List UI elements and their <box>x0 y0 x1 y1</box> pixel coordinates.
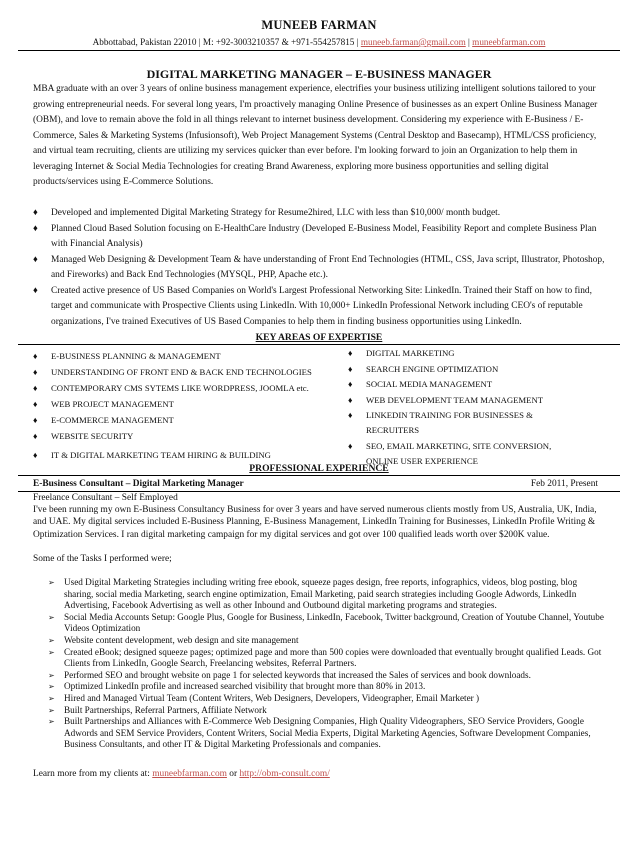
email-link[interactable]: muneeb.farman@gmail.com <box>360 37 466 47</box>
diamond-bullet-icon: ♦ <box>33 254 38 265</box>
list-item-continued: RECRUITERS <box>366 425 420 435</box>
list-item: ♦ WEB DEVELOPMENT TEAM MANAGEMENT <box>348 395 544 405</box>
obm-consult-link[interactable]: http://obm-consult.com/ <box>239 769 330 779</box>
list-item: ♦ E-COMMERCE MANAGEMENT <box>33 415 174 425</box>
list-item: ➢ Built Partnerships, Referral Partners, Affiliate Network <box>48 704 267 715</box>
contact-separator: | <box>468 37 470 47</box>
candidate-name: MUNEEB FARMAN <box>261 18 377 32</box>
list-item: ♦ SEO, EMAIL MARKETING, SITE CONVERSION, <box>348 441 552 451</box>
list-item-continued: ONLINE USER EXPERIENCE <box>366 456 478 466</box>
list-item: ♦ Managed Web Designing & Development Team & have understanding of Front End Technologies (HTML, CSS, Java script, Illustrator, Photoshop, and Fireworks) and Back End Technologies (MYSQL, PHP, Apache etc.). <box>33 254 605 280</box>
diamond-bullet-icon: ♦ <box>33 383 38 393</box>
diamond-bullet-icon: ♦ <box>33 415 38 425</box>
tasks-intro: Some of the Tasks I performed were; <box>33 554 172 564</box>
list-item: ➢ Hired and Managed Virtual Team (Content Writers, Web Designers, Developers, Videographer, Email Marketer ) <box>48 692 480 703</box>
diamond-bullet-icon: ♦ <box>348 441 353 451</box>
list-item: ➢ Built Partnerships and Alliances with E-Commerce Web Designing Companies, High Quality Videographers, SEO Service Providers, Google Adwords and SEM Service Providers, Content Writers, Social Media Experts, Digital Marketing Agencies, Software Development Companies, Business Consultants, and other IT & Digital Marketing Professionals and companies. <box>48 716 591 750</box>
website-link[interactable]: muneebfarman.com <box>472 37 546 47</box>
arrow-bullet-icon: ➢ <box>48 717 55 727</box>
arrow-bullet-icon: ➢ <box>48 578 55 587</box>
diamond-bullet-icon: ♦ <box>348 410 353 420</box>
diamond-bullet-icon: ♦ <box>33 367 38 377</box>
diamond-bullet-icon: ♦ <box>33 208 38 218</box>
diamond-bullet-icon: ♦ <box>33 223 38 234</box>
list-item: ➢ Created eBook; designed squeeze pages; optimized page and more than 500 copies were downloaded that eventually brought qualified Leads. Got Clients from LinkedIn, Google Search, Freelancing websites, Referral Partners. <box>48 646 602 669</box>
diamond-bullet-icon: ♦ <box>348 395 353 405</box>
list-item: ♦ CONTEMPORARY CMS SYTEMS LIKE WORDPRESS, JOOMLA etc. <box>33 383 309 393</box>
arrow-bullet-icon: ➢ <box>48 647 55 657</box>
list-item: ♦ Planned Cloud Based Solution focusing on E-HealthCare Industry (Developed E-Business Model, Feasibility Report and complete Business Plan with Financial Analysis) <box>33 223 597 249</box>
diamond-bullet-icon: ♦ <box>33 285 38 296</box>
list-item: ➢ Performed SEO and brought website on page 1 for selected keywords that increased the Sales of services and book downloads. <box>48 669 531 680</box>
diamond-bullet-icon: ♦ <box>348 348 353 358</box>
footer-line <box>33 769 330 779</box>
diamond-bullet-icon: ♦ <box>348 364 353 374</box>
list-item: ➢ Social Media Accounts Setup: Google Plus, Google for Business, LinkedIn, Facebook, Twitter background, Creation of Youtube Channel, Youtube Videos Optimization <box>48 611 604 634</box>
arrow-bullet-icon: ➢ <box>48 705 55 715</box>
summary-paragraph: MBA graduate with an over 3 years of online business management experience, electrifies your business utilizing intelligent solutions tailored to your growing entrepreneurial needs. For several long years, I'm proactively managing Online Presence of businesses as an expert Online Business Manager (OBM), and love to remain above the fold in all things relevant to internet business development. Considering my experience with E-Business / E-Commerce, Sales & Marketing Systems (Infusionsoft), Web Project Management Systems (Central Desktop and Basecamp), HTML/CSS proficiency, and virtual team recruiting, clients are utilizing my services quicker than ever before. I'm looking forward to join an Organization to help them in leveraging Internet & Social Media Technologies for creating Brand Awareness, exploring more business opportunities and selling digital products/services using E-Commerce Solutions. <box>33 84 598 187</box>
expertise-heading: KEY AREAS OF EXPERTISE <box>18 332 620 345</box>
diamond-bullet-icon: ♦ <box>33 399 38 409</box>
arrow-bullet-icon: ➢ <box>48 670 55 680</box>
tasks-list <box>48 577 608 751</box>
job-subtitle: Freelance Consultant – Self Employed <box>33 493 178 503</box>
diamond-bullet-icon: ♦ <box>348 379 353 389</box>
list-item: ♦ Created active presence of US Based Companies on World's Largest Professional Networking Site: LinkedIn. Trained their Staff on how to find, target and communicate with Prospective Clients using LinkedIn. With 10,000+ LinkedIn Professional Network including CEO's of reputable organizations, I've trained Executives of US Based Companies to help them in finding business opportunities using LinkedIn. <box>33 285 592 327</box>
arrow-bullet-icon: ➢ <box>48 635 55 645</box>
diamond-bullet-icon: ♦ <box>33 450 38 460</box>
list-item: ♦ SOCIAL MEDIA MANAGEMENT <box>348 379 493 389</box>
footer-text: Learn more from my clients at: <box>33 769 150 779</box>
list-item: ➢ Website content development, web design and site management <box>48 634 299 645</box>
arrow-bullet-icon: ➢ <box>48 682 55 692</box>
job-title: E-Business Consultant – Digital Marketing Manager <box>33 479 244 489</box>
list-item: ➢ Used Digital Marketing Strategies including writing free ebook, squeeze pages design, free reports, infographics, videos, blog posting, blog sharing, social media Marketing, search engine optimization, Email Marketing, paid search strategies including Google Adwords, LinkedIn Advertising, Facebook Advertising as well as other Inbound and Outbound digital marketing programs and strategies. <box>48 577 578 611</box>
highlights-list <box>33 206 607 330</box>
list-item: ♦ IT & DIGITAL MARKETING TEAM HIRING & BUILDING <box>33 450 271 460</box>
footer-or: or <box>229 769 238 779</box>
list-item: ➢ Optimized LinkedIn profile and increased searched visibility that brought more than 80% in 2013. <box>48 681 426 692</box>
list-item: ♦ UNDERSTANDING OF FRONT END & BACK END TECHNOLOGIES <box>33 367 312 377</box>
arrow-bullet-icon: ➢ <box>48 612 55 622</box>
diamond-bullet-icon: ♦ <box>33 431 38 441</box>
arrow-bullet-icon: ➢ <box>48 693 55 703</box>
list-item: ♦ SEARCH ENGINE OPTIMIZATION <box>348 364 499 374</box>
website-link-footer[interactable]: muneebfarman.com <box>152 769 227 779</box>
list-item: ♦ DIGITAL MARKETING <box>348 348 455 358</box>
experience-heading: PROFESSIONAL EXPERIENCE <box>18 463 620 476</box>
contact-address-phone: Abbottabad, Pakistan 22010 | M: +92-3003210357 & +971-554257815 | <box>92 37 359 47</box>
job-date: Feb 2011, Present <box>530 479 598 489</box>
list-item: ♦ WEB PROJECT MANAGEMENT <box>33 399 174 409</box>
list-item: ♦ E-BUSINESS PLANNING & MANAGEMENT <box>33 351 221 361</box>
diamond-bullet-icon: ♦ <box>33 351 38 361</box>
list-item: ♦ WEBSITE SECURITY <box>33 431 134 441</box>
list-item: ♦ LINKEDIN TRAINING FOR BUSINESSES & <box>348 410 533 420</box>
headline: DIGITAL MARKETING MANAGER – E-BUSINESS MANAGER <box>146 67 492 81</box>
job-description: I've been running my own E-Business Consultancy Business for over 3 years and have served numerous clients mostly from US, Australia, UK, India, and UAE. My digital services included E-Business Planning, E-Business Management, LinkedIn Training for Businesses, LinkedIn Profile Writing & Optimization Services. I ran digital marketing campaign for my digital services and got over 100 qualified leads worth over $200K value. <box>33 505 597 540</box>
list-item: ♦ Developed and implemented Digital Marketing Strategy for Resume2hired, LLC with less than $10,000/ month budget. <box>33 206 607 222</box>
contact-line <box>18 37 620 51</box>
